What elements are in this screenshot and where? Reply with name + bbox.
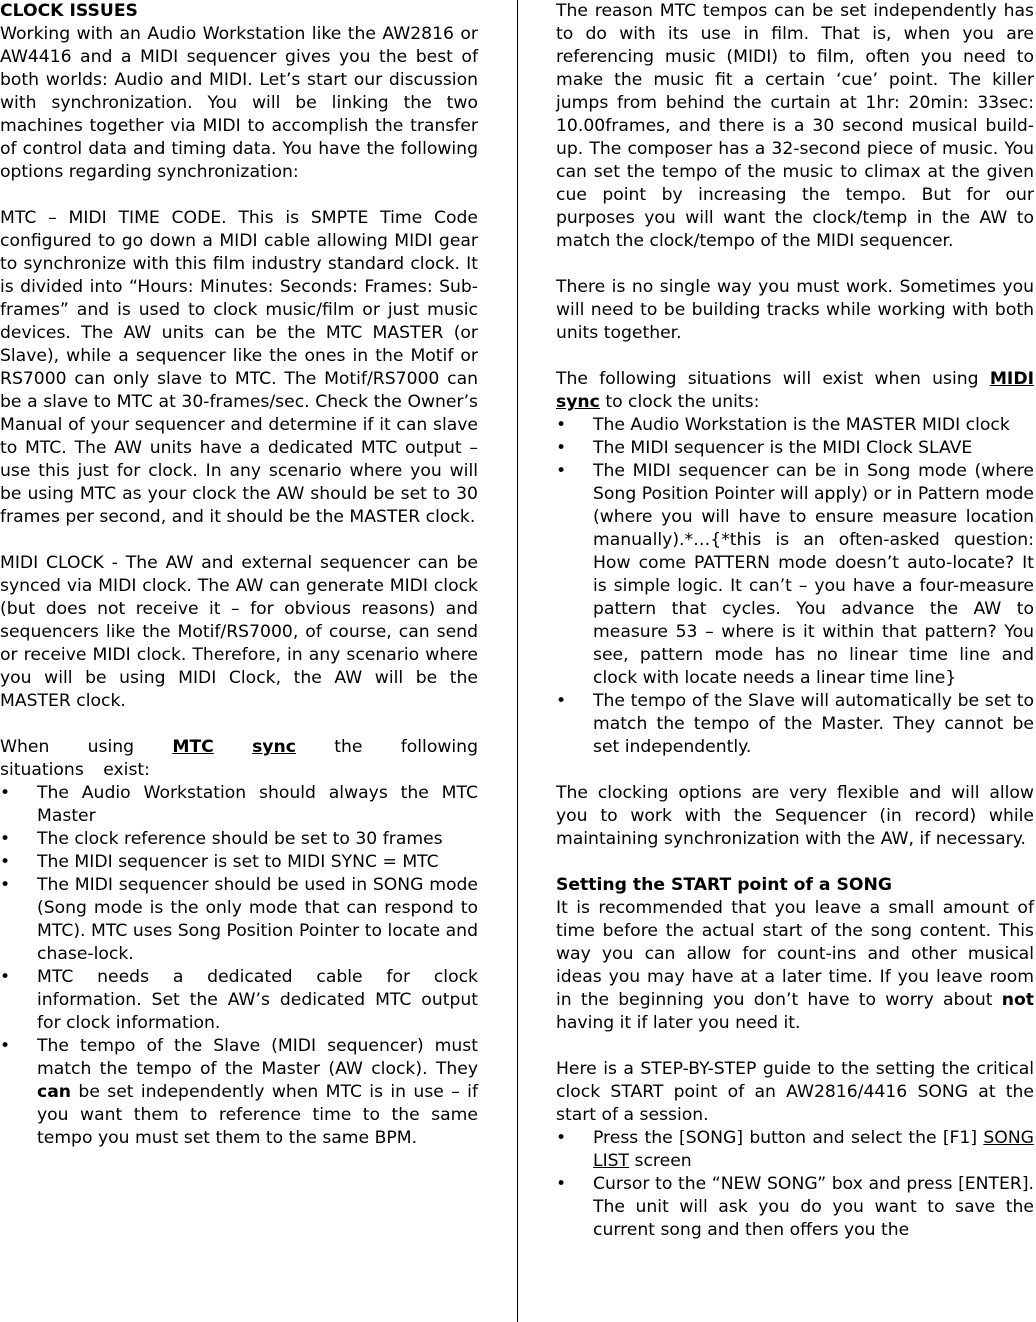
list-item: • MTC needs a dedicated cable for clock information. Set the AW’s dedicated MTC output for clock information. xyxy=(0,966,478,1035)
intro-paragraph: Working with an Audio Workstation like the AW2816 or AW4416 and a MIDI sequencer gives you the best of both worlds: Audio and MIDI. Let’s start our discussion with synchronization. You will be linking the two machines together via MIDI to accomplish the transfer of control data and timing data. You have the following options regarding synchronization: xyxy=(0,24,478,182)
list-item: • The Audio Workstation should always the MTC Master xyxy=(0,782,478,828)
step-by-step-intro: Here is a STEP-BY-STEP guide to the setting the critical clock START point of an AW2816/4416 SONG at the start of a session. xyxy=(556,1059,1034,1125)
step-list xyxy=(556,1127,1034,1242)
list-item: • The clock reference should be set to 30 frames xyxy=(0,828,478,851)
tempo-paragraph: The reason MTC tempos can be set independently has to do with its use in film. That is, when you are referencing music (MIDI) to film, often you need to make the music fit a certain ‘cue’ point. The killer jumps from behind the curtain at 1hr: 20min: 33sec: 10.00frames, and there is a 30 second musical build-up. The composer has a 32-second piece of music. You can set the tempo of the music to climax at the given cue point by increasing the tempo. But for our purposes you will want the clock/temp in the AW to match the clock/tempo of the MIDI sequencer. xyxy=(556,1,1034,251)
list-item: • The MIDI sequencer is the MIDI Clock SLAVE xyxy=(556,437,1034,460)
mtc-paragraph: MTC – MIDI TIME CODE. This is SMPTE Time Code configured to go down a MIDI cable allowing MIDI gear to synchronize with this film industry standard clock. It is divided into “Hours: Minutes: Seconds: Frames: Sub-frames” and is used to clock music/film or just music devices. The AW units can be the MTC MASTER (or Slave), while a sequencer like the ones in the Motif or RS7000 can only slave to MTC. The Motif/RS7000 can be a slave to MTC at 30-frames/sec. Check the Owner’s Manual of your sequencer and determine if it can slave to MTC. The AW units have a dedicated MTC output – use this just for clock. In any scenario where you will be using MTC as your clock the AW should be set to 30 frames per second, and it should be the MASTER clock. xyxy=(0,208,478,527)
mtc-conditions-list xyxy=(0,782,478,1150)
mtc-term: MTC xyxy=(172,737,214,757)
list-item: • The tempo of the Slave will automatically be set to match the tempo of the Master. They cannot be set independently. xyxy=(556,690,1034,759)
left-column xyxy=(0,0,478,1173)
list-item: • The tempo of the Slave (MIDI sequencer) must match the tempo of the Master (AW clock). They can be set independently when MTC is in use – if you want them to reference time to the same tempo you must set them to the same BPM. xyxy=(0,1035,478,1150)
list-item: • Cursor to the “NEW SONG” box and press [ENTER]. The unit will ask you do you want to save the current song and then offers you the xyxy=(556,1173,1034,1242)
start-point-paragraph: It is recommended that you leave a small amount of time before the actual start of the song content. This way you can allow for count-ins and other musical ideas you may have at a later time. If you leave room in the beginning you don’t have to worry about not having it if later you need it. xyxy=(556,898,1034,1033)
section-heading-start-point: Setting the START point of a SONG xyxy=(556,875,892,895)
no-single-way-paragraph: There is no single way you must work. Sometimes you will need to be building tracks while working with both units together. xyxy=(556,277,1034,343)
midi-sync-conditions-list xyxy=(556,414,1034,759)
right-column xyxy=(556,0,1034,1265)
list-item: • The MIDI sequencer can be in Song mode (where Song Position Pointer will apply) or in Pattern mode (where you will have to ensure measure location manually).*…{*this is an often-asked question: How come PATTERN mode doesn’t auto-locate? It is simple logic. It can’t – you have a four-measure pattern that cycles. You advance the AW to measure 53 – where is it within that pattern? You see, pattern mode has no linear time line and clock with locate needs a linear time line} xyxy=(556,460,1034,690)
song-list-term: SONG LIST xyxy=(593,1128,1034,1171)
list-item: • The MIDI sequencer should be used in SONG mode (Song mode is the only mode that can respond to MTC). MTC uses Song Position Pointer to locate and chase-lock. xyxy=(0,874,478,966)
list-item: • The Audio Workstation is the MASTER MIDI clock xyxy=(556,414,1034,437)
sync-term: sync xyxy=(556,392,600,412)
clocking-options-paragraph: The clocking options are very flexible and will allow you to work with the Sequencer (in record) while maintaining synchronization with the AW, if necessary. xyxy=(556,783,1034,849)
section-heading-clock-issues: CLOCK ISSUES xyxy=(0,1,138,21)
midi-clock-paragraph: MIDI CLOCK - The AW and external sequencer can be synced via MIDI clock. The AW can generate MIDI clock (but does not receive it – for obvious reasons) and sequencers like the Motif/RS7000, of course, can send or receive MIDI clock. Therefore, in any scenario where you will be using MIDI Clock, the AW will be the MASTER clock. xyxy=(0,553,478,711)
emphasis-can: can xyxy=(37,1082,72,1102)
midi-term: MIDI xyxy=(989,369,1034,389)
list-item: • The MIDI sequencer is set to MIDI SYNC = MTC xyxy=(0,851,478,874)
list-item: • Press the [SONG] button and select the [F1] SONG LIST screen xyxy=(556,1127,1034,1173)
emphasis-not: not xyxy=(1001,990,1034,1010)
column-divider xyxy=(517,0,518,1322)
when-using-mtc-line: When using MTC sync the following situations exist: xyxy=(0,737,478,780)
following-situations-line: The following situations will exist when using MIDI sync to clock the units: xyxy=(556,369,1034,412)
sync-term: sync xyxy=(252,737,296,757)
